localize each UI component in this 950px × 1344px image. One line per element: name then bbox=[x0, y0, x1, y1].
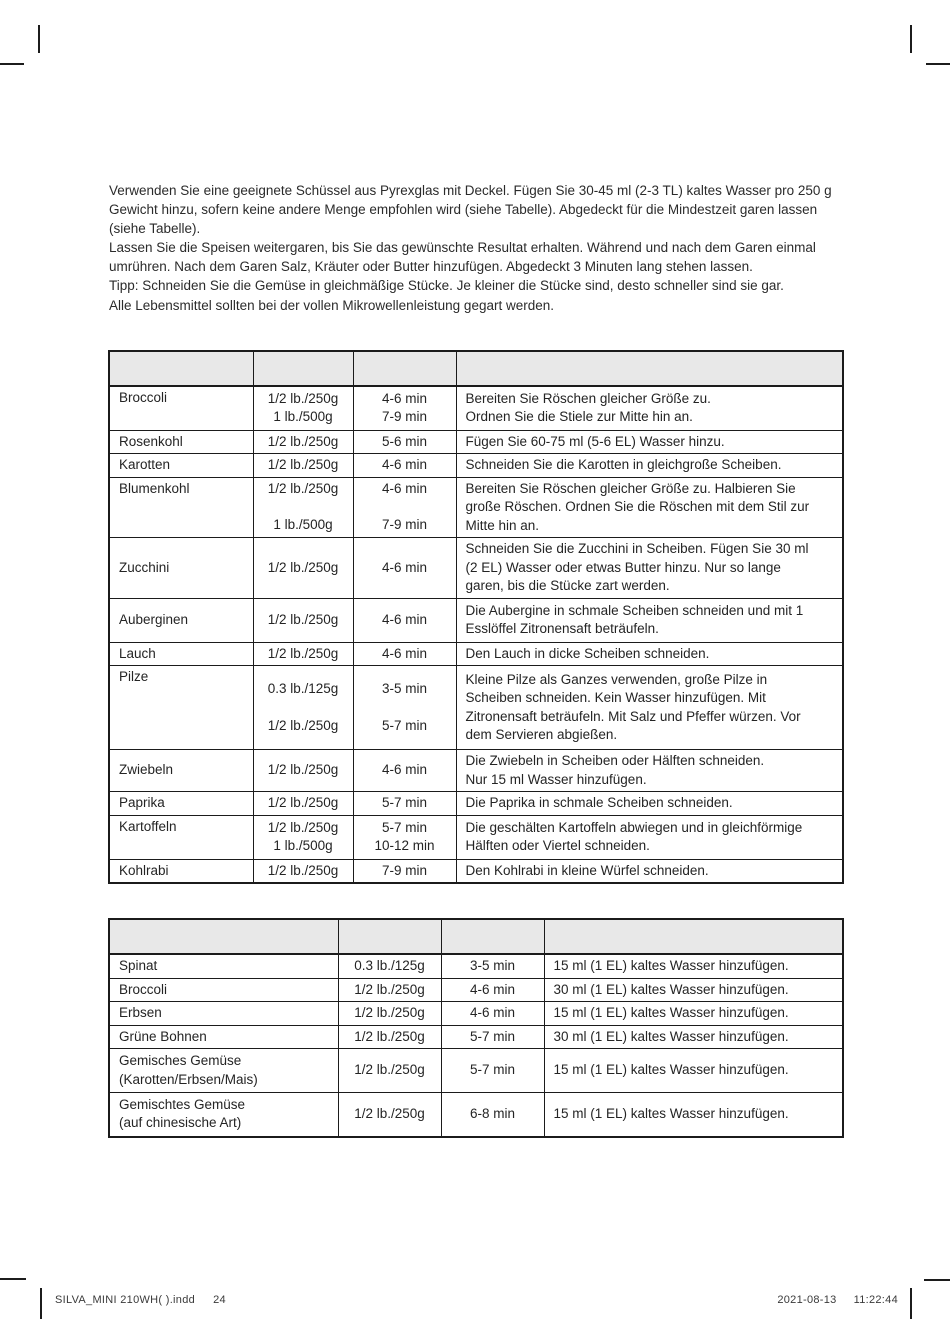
food-name-cell: Gemischtes Gemüse (auf chinesische Art) bbox=[109, 1093, 338, 1137]
portion-cell: 1/2 lb./250g bbox=[338, 1093, 441, 1137]
table-row-rosenkohl bbox=[109, 430, 843, 454]
table-row-broccoli-frozen bbox=[109, 978, 843, 1002]
food-name-cell: Erbsen bbox=[109, 1002, 338, 1026]
table-row-zwiebeln bbox=[109, 750, 843, 792]
header-cell-food bbox=[109, 919, 338, 954]
instructions-cell: 15 ml (1 EL) kaltes Wasser hinzufügen. bbox=[544, 1002, 843, 1026]
portion-cell: 1/2 lb./250g bbox=[338, 1002, 441, 1026]
crop-mark-top-right-horizontal bbox=[926, 63, 950, 65]
food-name-cell: Kohlrabi bbox=[109, 859, 253, 883]
table-row-kohlrabi bbox=[109, 859, 843, 883]
portion-cell: 1/2 lb./250g bbox=[253, 454, 353, 478]
instructions-cell: Die Zwiebeln in Scheiben oder Hälften schneiden. Nur 15 ml Wasser hinzufügen. bbox=[456, 750, 843, 792]
crop-mark-top-left-horizontal bbox=[0, 63, 24, 65]
header-cell-portion bbox=[338, 919, 441, 954]
time-cell: 4-6 min bbox=[441, 978, 544, 1002]
instructions-cell: 15 ml (1 EL) kaltes Wasser hinzufügen. bbox=[544, 1049, 843, 1093]
food-name-cell: Blumenkohl bbox=[109, 477, 253, 538]
crop-mark-bottom-right-vertical bbox=[910, 1288, 912, 1319]
instructions-cell: 15 ml (1 EL) kaltes Wasser hinzufügen. bbox=[544, 1093, 843, 1137]
table-row-paprika bbox=[109, 792, 843, 816]
table-row-karotten bbox=[109, 454, 843, 478]
crop-mark-top-left-vertical bbox=[38, 25, 40, 53]
header-cell-time bbox=[353, 351, 456, 386]
table-row-gruene-bohnen bbox=[109, 1025, 843, 1049]
portion-cell: 1/2 lb./250g bbox=[253, 642, 353, 666]
veg-table-header-row bbox=[109, 351, 843, 386]
instructions-cell: Den Kohlrabi in kleine Würfel schneiden. bbox=[456, 859, 843, 883]
food-name-cell: Karotten bbox=[109, 454, 253, 478]
portion-cell: 1/2 lb./250g bbox=[253, 598, 353, 642]
footer-time: 11:22:44 bbox=[853, 1294, 898, 1306]
food-name-cell: Zwiebeln bbox=[109, 750, 253, 792]
instructions-cell: Fügen Sie 60-75 ml (5-6 EL) Wasser hinzu. bbox=[456, 430, 843, 454]
intro-paragraph: Verwenden Sie eine geeignete Schüssel aus Pyrexglas mit Deckel. Fügen Sie 30-45 ml (2-3 TL) kaltes Wasser pro 250 g Gewicht hinzu, sofern keine andere Menge empfohlen wird (siehe Tabelle). Abgedeckt für die Mindestzeit garen lassen (siehe Tabelle). Lassen Sie die Speisen weitergaren, bis Sie das gewünschte Resultat erhalten. Während und nach dem Garen einmal umrühren. Nach dem Garen Salz, Kräuter oder Butter hinzufügen. Abgedeckt 3 Minuten lang stehen lassen. Tipp: Schneiden Sie die Gemüse in gleichmäßige Stücke. Je kleiner die Stücke sind, desto schneller sind sie gar. Alle Lebensmittel sollten bei der vollen Mikrowellenleistung gegart werden. bbox=[109, 183, 832, 313]
table-row-spinat bbox=[109, 954, 843, 978]
portion-cell: 0.3 lb./125g bbox=[338, 954, 441, 978]
food-name-cell: Kartoffeln bbox=[109, 815, 253, 859]
frozen-vegetable-table bbox=[108, 918, 844, 1138]
instructions-cell: 30 ml (1 EL) kaltes Wasser hinzufügen. bbox=[544, 978, 843, 1002]
frozen-table-header-row bbox=[109, 919, 843, 954]
portion-cell: 1/2 lb./250g 1 lb./500g bbox=[253, 386, 353, 430]
time-cell: 4-6 min bbox=[353, 538, 456, 599]
time-cell: 5-7 min 10-12 min bbox=[353, 815, 456, 859]
footer-filename-text: SILVA_MINI 210WH( ).indd bbox=[55, 1294, 196, 1306]
time-cell: 5-6 min bbox=[353, 430, 456, 454]
portion-cell: 1/2 lb./250g bbox=[338, 1025, 441, 1049]
food-name-cell: Spinat bbox=[109, 954, 338, 978]
instructions-cell: Bereiten Sie Röschen gleicher Größe zu. Ordnen Sie die Stiele zur Mitte hin an. bbox=[456, 386, 843, 430]
portion-cell: 1/2 lb./250g bbox=[338, 978, 441, 1002]
portion-cell: 1/2 lb./250g bbox=[253, 750, 353, 792]
table-row-kartoffeln bbox=[109, 815, 843, 859]
vegetable-cooking-table bbox=[108, 350, 844, 884]
time-cell: 4-6 min bbox=[353, 750, 456, 792]
food-name-cell: Grüne Bohnen bbox=[109, 1025, 338, 1049]
table-row-erbsen bbox=[109, 1002, 843, 1026]
crop-mark-bottom-left-horizontal bbox=[0, 1278, 26, 1280]
food-name-cell: Broccoli bbox=[109, 978, 338, 1002]
header-cell-instructions bbox=[544, 919, 843, 954]
portion-cell: 1/2 lb./250g 1 lb./500g bbox=[253, 477, 353, 538]
time-cell: 4-6 min bbox=[353, 454, 456, 478]
food-name-cell: Broccoli bbox=[109, 386, 253, 430]
instructions-cell: Schneiden Sie die Karotten in gleichgroße Scheiben. bbox=[456, 454, 843, 478]
time-cell: 5-7 min bbox=[353, 792, 456, 816]
portion-cell: 1/2 lb./250g bbox=[253, 859, 353, 883]
time-cell: 4-6 min 7-9 min bbox=[353, 386, 456, 430]
header-cell-portion bbox=[253, 351, 353, 386]
time-cell: 3-5 min bbox=[441, 954, 544, 978]
table-row-lauch bbox=[109, 642, 843, 666]
portion-cell: 1/2 lb./250g 1 lb./500g bbox=[253, 815, 353, 859]
instructions-cell: Kleine Pilze als Ganzes verwenden, große Pilze in Scheiben schneiden. Kein Wasser hinzufügen. Mit Zitronensaft beträufeln. Mit Salz und Pfeffer würzen. Vor dem Servieren abgießen. bbox=[456, 666, 843, 750]
time-cell: 5-7 min bbox=[441, 1049, 544, 1093]
portion-cell: 1/2 lb./250g bbox=[253, 430, 353, 454]
portion-cell: 0.3 lb./125g 1/2 lb./250g bbox=[253, 666, 353, 750]
header-cell-instructions bbox=[456, 351, 843, 386]
table-row-gemischtes-gemuese-chinesisch bbox=[109, 1093, 843, 1137]
table-row-broccoli bbox=[109, 386, 843, 430]
footer-timestamp bbox=[777, 1294, 898, 1306]
crop-mark-bottom-left-vertical bbox=[40, 1288, 42, 1319]
footer-date: 2021-08-13 bbox=[777, 1294, 837, 1306]
time-cell: 7-9 min bbox=[353, 859, 456, 883]
food-name-cell: Lauch bbox=[109, 642, 253, 666]
table-row-gemisches-gemuese bbox=[109, 1049, 843, 1093]
time-cell: 5-7 min bbox=[441, 1025, 544, 1049]
table-row-auberginen bbox=[109, 598, 843, 642]
footer-filename bbox=[55, 1294, 226, 1306]
table-row-zucchini bbox=[109, 538, 843, 599]
food-name-cell: Paprika bbox=[109, 792, 253, 816]
instructions-cell: 30 ml (1 EL) kaltes Wasser hinzufügen. bbox=[544, 1025, 843, 1049]
footer-page-number: 24 bbox=[213, 1294, 226, 1306]
portion-cell: 1/2 lb./250g bbox=[253, 538, 353, 599]
table-row-blumenkohl bbox=[109, 477, 843, 538]
header-cell-food bbox=[109, 351, 253, 386]
time-cell: 6-8 min bbox=[441, 1093, 544, 1137]
portion-cell: 1/2 lb./250g bbox=[338, 1049, 441, 1093]
instructions-cell: Den Lauch in dicke Scheiben schneiden. bbox=[456, 642, 843, 666]
table-row-pilze bbox=[109, 666, 843, 750]
instructions-cell: Die Paprika in schmale Scheiben schneiden. bbox=[456, 792, 843, 816]
header-cell-time bbox=[441, 919, 544, 954]
time-cell: 4-6 min bbox=[353, 642, 456, 666]
crop-mark-top-right-vertical bbox=[910, 25, 912, 53]
food-name-cell: Pilze bbox=[109, 666, 253, 750]
instructions-cell: Schneiden Sie die Zucchini in Scheiben. Fügen Sie 30 ml (2 EL) Wasser oder etwas Butter hinzu. Nur so lange garen, bis die Stücke zart werden. bbox=[456, 538, 843, 599]
time-cell: 4-6 min bbox=[353, 598, 456, 642]
time-cell: 4-6 min bbox=[441, 1002, 544, 1026]
instructions-cell: Die Aubergine in schmale Scheiben schneiden und mit 1 Esslöffel Zitronensaft beträufeln. bbox=[456, 598, 843, 642]
instructions-cell: Bereiten Sie Röschen gleicher Größe zu. Halbieren Sie große Röschen. Ordnen Sie die Röschen mit dem Stil zur Mitte hin an. bbox=[456, 477, 843, 538]
portion-cell: 1/2 lb./250g bbox=[253, 792, 353, 816]
instructions-cell: Die geschälten Kartoffeln abwiegen und in gleichförmige Hälften oder Viertel schneiden. bbox=[456, 815, 843, 859]
time-cell: 3-5 min 5-7 min bbox=[353, 666, 456, 750]
food-name-cell: Auberginen bbox=[109, 598, 253, 642]
time-cell: 4-6 min 7-9 min bbox=[353, 477, 456, 538]
instructions-cell: 15 ml (1 EL) kaltes Wasser hinzufügen. bbox=[544, 954, 843, 978]
food-name-cell: Gemisches Gemüse (Karotten/Erbsen/Mais) bbox=[109, 1049, 338, 1093]
food-name-cell: Rosenkohl bbox=[109, 430, 253, 454]
food-name-cell: Zucchini bbox=[109, 538, 253, 599]
crop-mark-bottom-right-horizontal bbox=[924, 1279, 950, 1281]
